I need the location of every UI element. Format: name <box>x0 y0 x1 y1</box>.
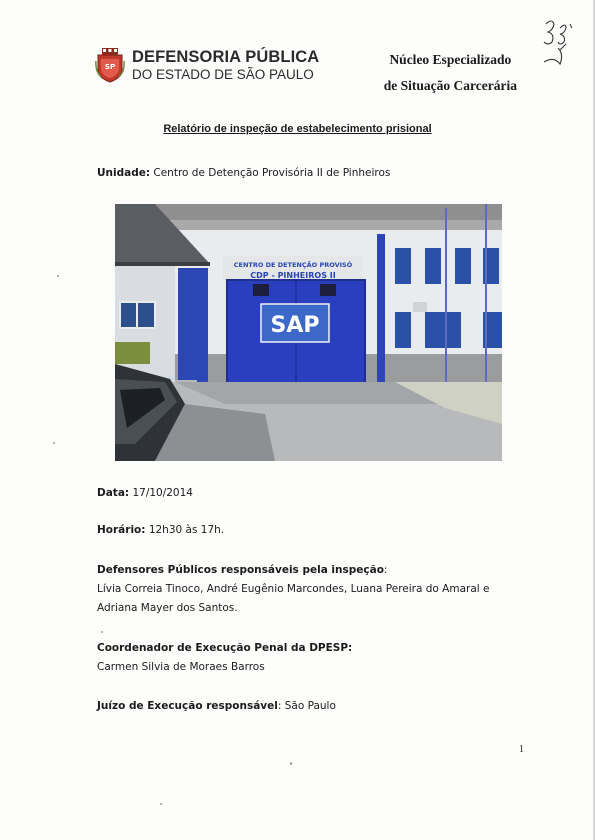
juizo-label: Juízo de Execução responsável <box>97 700 278 712</box>
defensores-block <box>97 561 489 618</box>
facility-photo-drawing <box>115 204 502 461</box>
unidade-field <box>97 167 390 179</box>
nucleo-line1: Núcleo Especializado <box>389 52 512 67</box>
data-label: Data: <box>97 487 130 499</box>
data-value: 17/10/2014 <box>132 487 193 499</box>
scan-speck <box>290 762 292 765</box>
scan-speck <box>57 275 59 277</box>
facility-photo <box>115 204 502 461</box>
scan-speck <box>101 631 103 633</box>
coordenador-label: Coordenador de Execução Penal da DPESP: <box>97 642 353 654</box>
nucleo-heading <box>384 47 517 99</box>
facade-sign-line2: CDP - PINHEIROS II <box>250 271 336 280</box>
defensores-label: Defensores Públicos responsáveis pela inspeção <box>97 564 384 576</box>
org-name-line1: DEFENSORIA PÚBLICA <box>132 47 320 66</box>
horario-label: Horário: <box>97 524 146 536</box>
handwritten-page-mark <box>536 14 576 70</box>
defensores-line2: Adriana Mayer dos Santos. <box>97 602 238 614</box>
org-name-line2: DO ESTADO DE SÃO PAULO <box>132 67 314 82</box>
crest-text: SP <box>104 63 116 71</box>
juizo-value: : São Paulo <box>277 700 336 712</box>
coordenador-value: Carmen Silvia de Moraes Barros <box>97 661 265 673</box>
unidade-value: Centro de Detenção Provisória II de Pinheiros <box>153 167 391 179</box>
scan-speck <box>160 803 162 805</box>
coordenador-block <box>97 639 352 677</box>
horario-value: 12h30 às 17h. <box>148 524 225 536</box>
horario-field <box>97 524 224 536</box>
report-title: Relatório de inspeção de estabelecimento prisional <box>163 123 432 135</box>
facade-sign-line1: CENTRO DE DETENÇÃO PROVISÓ <box>233 261 353 269</box>
defensores-colon: : <box>383 564 388 576</box>
unidade-label: Unidade: <box>97 167 151 179</box>
gate-sap-sign: SAP <box>270 313 320 338</box>
juizo-field <box>97 700 336 712</box>
scan-speck <box>53 442 55 444</box>
page-number: 1 <box>519 744 524 755</box>
data-field <box>97 487 193 499</box>
org-logo <box>95 47 319 83</box>
sao-paulo-crest-icon <box>95 47 125 83</box>
nucleo-line2: de Situação Carcerária <box>383 78 517 93</box>
defensores-line1: Lívia Correia Tinoco, André Eugênio Marcondes, Luana Pereira do Amaral e <box>97 583 490 595</box>
